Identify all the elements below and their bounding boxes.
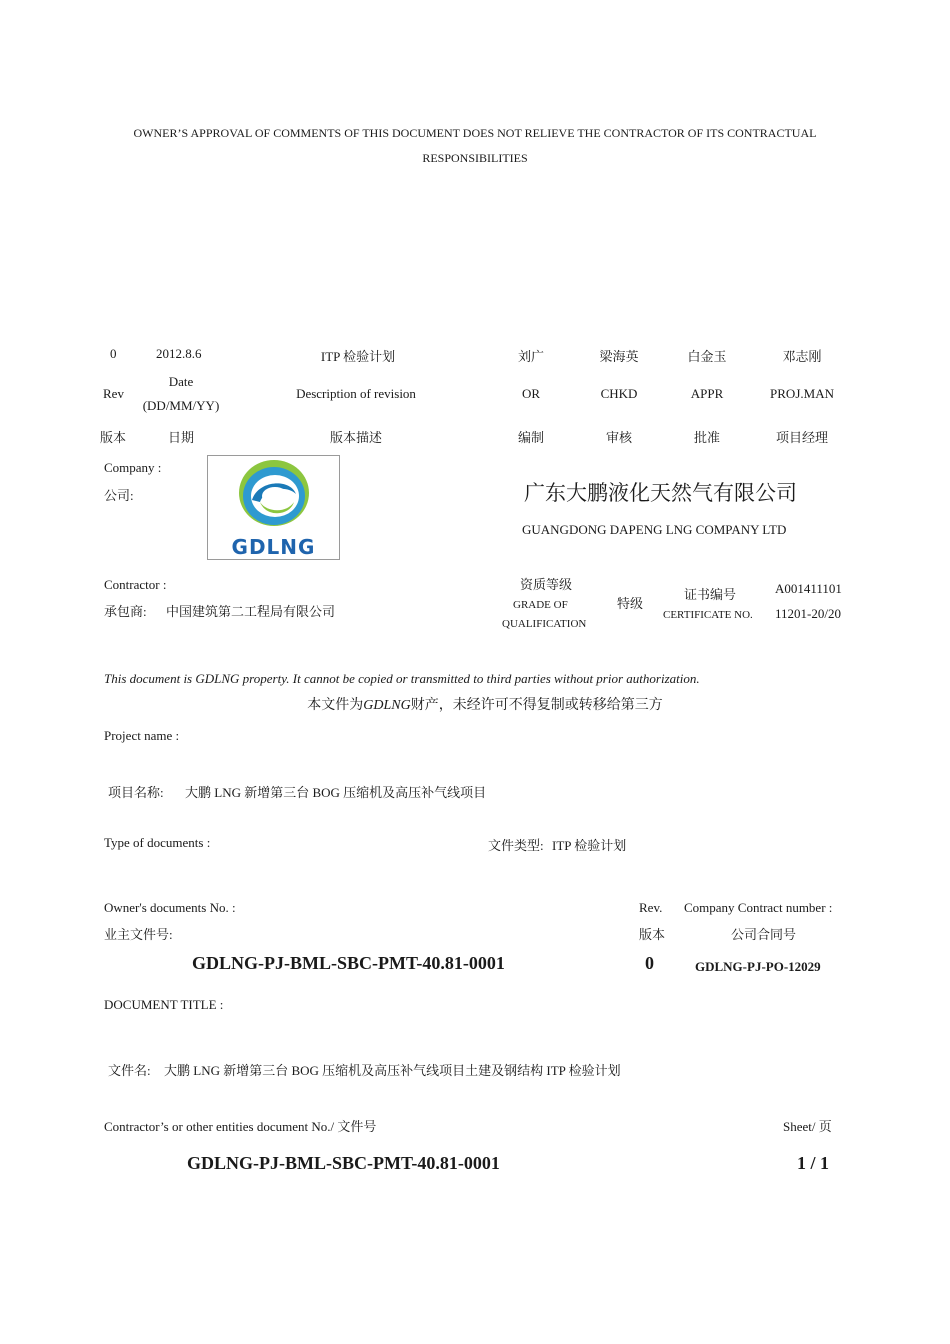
description-header-cn: 版本描述 <box>329 430 382 445</box>
description-header-en: Description of revision <box>296 386 416 401</box>
doc-title-label-cn: 文件名: <box>108 1063 151 1078</box>
qualification-label-en-1: GRADE OF <box>513 599 568 611</box>
owner-rev-label-en: Rev. <box>639 900 663 915</box>
contract-label-cn: 公司合同号 <box>731 927 797 942</box>
owner-doc-label-en: Owner's documents No. : <box>104 900 236 915</box>
rev-date-value: 2012.8.6 <box>156 346 202 361</box>
project-name-cn: 大鹏 LNG 新增第三台 BOG 压缩机及高压补气线项目 <box>185 785 487 800</box>
certificate-no-line-2: 11201-20/20 <box>775 606 841 621</box>
qualification-grade: 特级 <box>617 596 644 611</box>
qualification-label-en-2: QUALIFICATION <box>502 618 587 630</box>
projman-header-en: PROJ.MAN <box>770 386 834 401</box>
date-header-en-1: Date <box>168 374 194 389</box>
owner-rev-label-cn: 版本 <box>639 927 666 942</box>
rev-header-en: Rev <box>103 386 124 401</box>
contractor-doc-number: GDLNG-PJ-BML-SBC-PMT-40.81-0001 <box>187 1153 500 1173</box>
doc-title-label-en: DOCUMENT TITLE : <box>104 997 224 1012</box>
rev-or-value: 刘广 <box>517 349 544 364</box>
contractor-label-en: Contractor : <box>104 577 167 592</box>
owner-rev-value: 0 <box>645 953 654 973</box>
date-header-en-2: (DD/MM/YY) <box>142 398 220 413</box>
rev-header-cn: 版本 <box>100 430 127 445</box>
company-name-cn: 广东大鹏液化天然气有限公司 <box>524 481 797 505</box>
notice-line-2: RESPONSIBILITIES <box>422 151 528 165</box>
sheet-label: Sheet/ 页 <box>783 1119 832 1134</box>
notice-line-1: OWNER’S APPROVAL OF COMMENTS OF THIS DOCUMENT DOES NOT RELIEVE THE CONTRACTOR OF ITS CONTRACTUAL <box>133 126 817 140</box>
rev-projman-value: 邓志刚 <box>782 349 822 364</box>
chkd-header-en: CHKD <box>600 386 638 401</box>
company-label-cn: 公司: <box>104 488 134 503</box>
qualification-label-cn: 资质等级 <box>519 577 572 592</box>
rev-appr-value: 白金玉 <box>687 349 727 364</box>
property-statement-en: This document is GDLNG property. It cannot be copied or transmitted to third parties without prior authorization. <box>104 671 700 686</box>
or-header-cn: 编制 <box>517 430 544 445</box>
company-logo <box>207 455 340 560</box>
owner-doc-label-cn: 业主文件号: <box>104 927 173 942</box>
doc-type-label-en: Type of documents : <box>104 835 211 850</box>
project-label-en: Project name : <box>104 728 180 743</box>
doc-title-value: 大鹏 LNG 新增第三台 BOG 压缩机及高压补气线项目土建及钢结构 ITP 检验计划 <box>164 1063 621 1078</box>
contract-label-en: Company Contract number : <box>684 900 833 915</box>
contractor-name-cn: 中国建筑第二工程局有限公司 <box>166 604 336 619</box>
appr-header-cn: 批准 <box>693 430 720 445</box>
date-header-cn: 日期 <box>167 430 194 445</box>
project-label-cn: 项目名称: <box>108 785 164 800</box>
rev-chkd-value: 梁海英 <box>599 349 639 364</box>
owner-doc-number: GDLNG-PJ-BML-SBC-PMT-40.81-0001 <box>192 953 505 973</box>
company-logo-text: GDLNG <box>231 535 316 559</box>
contract-number-value: GDLNG-PJ-PO-12029 <box>695 959 821 974</box>
certificate-label-en: CERTIFICATE NO. <box>663 609 753 621</box>
chkd-header-cn: 审核 <box>605 430 632 445</box>
rev-value: 0 <box>110 346 117 361</box>
doc-type-value: ITP 检验计划 <box>552 838 627 853</box>
certificate-no-line-1: A001411101 <box>775 581 842 596</box>
contractor-label-cn: 承包商: <box>104 604 147 619</box>
property-statement-cn: 本文件为GDLNG财产，未经许可不得复制或转移给第三方 <box>307 698 663 713</box>
company-name-en: GUANGDONG DAPENG LNG COMPANY LTD <box>522 522 787 537</box>
rev-description-value: ITP 检验计划 <box>320 349 396 364</box>
appr-header-en: APPR <box>690 386 724 401</box>
or-header-en: OR <box>521 386 541 401</box>
doc-type-label-cn: 文件类型: <box>488 838 544 853</box>
contractor-doc-label: Contractor’s or other entities document No./ 文件号 <box>104 1119 377 1134</box>
sheet-value: 1 / 1 <box>797 1153 830 1173</box>
certificate-label-cn: 证书编号 <box>683 587 736 602</box>
projman-header-cn: 项目经理 <box>775 430 828 445</box>
company-label-en: Company : <box>104 460 162 475</box>
